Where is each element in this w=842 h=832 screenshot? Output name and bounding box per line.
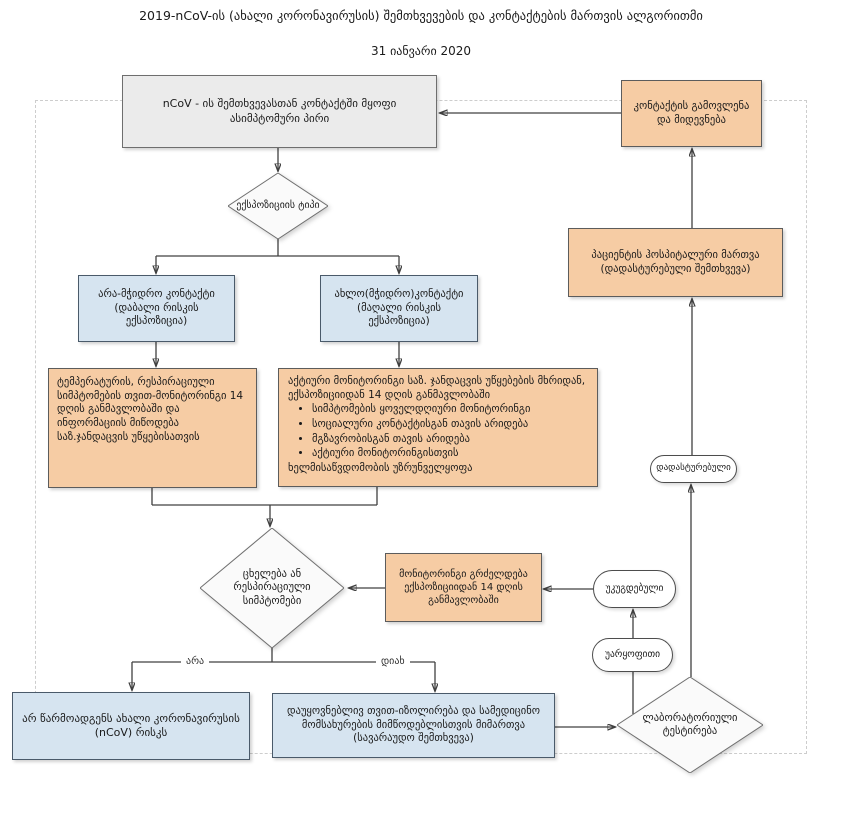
node-status-discarded <box>593 570 676 608</box>
node-contact-tracing-label: კონტაქტის გამოვლენა და მიდევნება <box>633 99 750 126</box>
node-fever-symptoms-label: ცხელება ან რესპირაციული სიმპტომები <box>233 568 311 607</box>
node-hospital-management <box>568 228 783 297</box>
bullet-item: • მგზავრობისგან თავის არიდება <box>312 433 588 447</box>
node-self-isolation <box>272 693 555 758</box>
active-monitoring-outro: ხელმისაწვდომობის უზრუნველყოფა <box>288 461 473 474</box>
bullet-item: • სოციალური კონტაქტისგან თავის არიდება <box>312 418 588 432</box>
node-exposure-type-decision <box>228 173 328 239</box>
node-asymptomatic-contact-label: nCoV - ის შემთხვევასთან კონტაქტში მყოფი ასიმპტომური პირი <box>162 97 397 125</box>
node-monitoring-continues-label: მონიტორინგი გრძელდება ექსპოზიციიდან 14 დღის განმავლობაში <box>399 569 528 606</box>
page-title: 2019-nCoV-ის (ახალი კორონავირუსის) შემთხვევების და კონტაქტების მართვის ალგორითმი <box>139 8 703 23</box>
node-status-confirmed <box>650 455 737 483</box>
node-close-contact-label: ახლო(მჭიდრო)კონტაქტი (მაღალი რისკის ექსპოზიცია) <box>334 288 464 328</box>
node-exposure-type-label: ექსპოზიციის ტიპი <box>236 199 320 211</box>
node-non-close-contact-label: არა-მჭიდრო კონტაქტი (დაბალი რისკის ექსპოზიცია) <box>98 288 215 328</box>
node-status-negative-label: უარყოფითი <box>604 648 660 660</box>
active-monitoring-intro: აქტიური მონიტორინგი საზ. ჯანდაცვის უწყებების მხრიდან, ექსპოზიციიდან 14 დღის განმავლობაში <box>288 375 586 401</box>
node-self-monitoring <box>48 368 257 488</box>
date-subtitle: 31 იანვარი 2020 <box>370 44 472 58</box>
node-status-confirmed-label: დადასტურებული <box>656 463 731 474</box>
node-no-risk <box>12 692 250 760</box>
node-fever-symptoms-decision <box>200 528 344 648</box>
node-self-monitoring-label: ტემპერატურის, რესპირაციული სიმპტომების თვით-მონიტორინგი 14 დღის განმავლობაში და ინფორმაციის მიწოდება საზ.ჯანდაცვის უწყებისათვის <box>57 376 244 443</box>
node-status-discarded-label: უკუგდებული <box>605 582 664 594</box>
node-non-close-contact <box>78 275 235 342</box>
node-active-monitoring <box>278 368 598 487</box>
node-lab-testing-decision <box>617 677 763 773</box>
node-status-negative <box>592 638 673 672</box>
node-close-contact <box>320 275 478 342</box>
node-no-risk-label: არ წარმოადგენს ახალი კორონავირუსის (nCoV) რისკს <box>22 711 240 739</box>
node-hospital-management-label: პაციენტის ჰოსპიტალური მართვა (დადასტურებული შემთხვევა) <box>591 248 760 275</box>
node-asymptomatic-contact <box>122 75 437 148</box>
active-monitoring-bullets <box>288 403 588 461</box>
node-contact-tracing <box>621 80 762 147</box>
edge-label-no: არა <box>181 655 209 669</box>
node-lab-testing-label: ლაბორატორიული ტესტირება <box>642 711 738 737</box>
node-self-isolation-label: დაუყოვნებლივ თვით-იზოლირება და სამედიცინო მომსახურების მიმწოდებლისთვის მიმართვა (სავარაუდო შემთხვევა) <box>287 705 540 745</box>
bullet-item: • სიმპტომების ყოველდღიური მონიტორინგი <box>312 403 588 417</box>
edge-label-yes: დიახ <box>376 655 410 669</box>
bullet-item: • აქტიური მონიტორინგისთვის <box>312 447 588 461</box>
node-monitoring-continues <box>385 553 542 622</box>
